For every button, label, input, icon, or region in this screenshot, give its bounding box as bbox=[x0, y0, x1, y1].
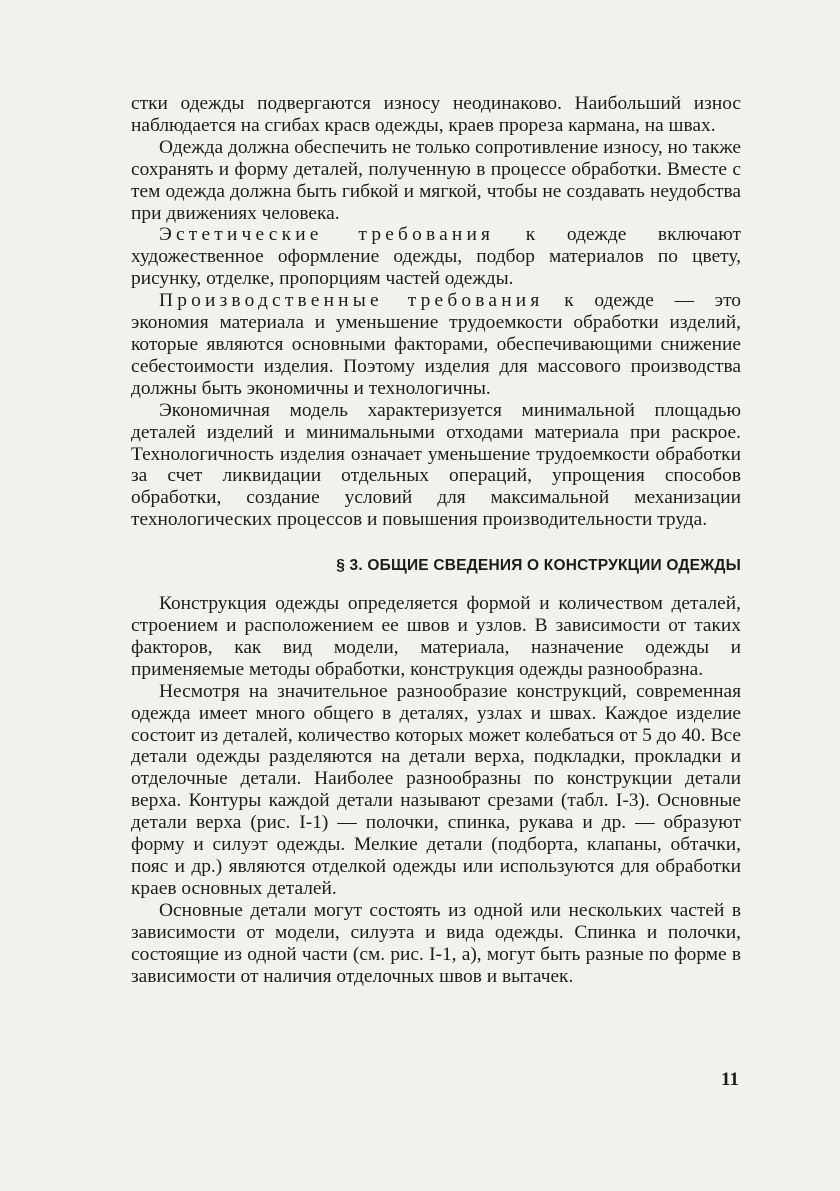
paragraph-durability: Одежда должна обеспечить не только сопротивление износу, но также сохранять и форму деталей, полученную в процессе обработки. Вместе с тем одежда должна быть гибкой и мягкой, чтобы не создавать неудобства при движениях человека. bbox=[131, 136, 741, 224]
paragraph-construction: Конструкция одежды определяется формой и количеством деталей, строением и расположением ее швов и узлов. В зависимости от таких факторов, как вид модели, материала, назначение одежды и применяемые методы обработки, конструкция одежды разнообразна. bbox=[131, 593, 741, 680]
paragraph-main-details: Основные детали могут состоять из одной или нескольких частей в зависимости от модели, силуэта и вида одежды. Спинка и полочки, состоящие из одной части (см. рис. I-1, а), могут быть разные по форме в зависимости от наличия отделочных швов и вытачек. bbox=[131, 899, 741, 987]
paragraph-details: Несмотря на значительное разнообразие конструкций, современная одежда имеет много общего в деталях, узлах и швах. Каждое изделие состоит из деталей, количество которых может колебаться от 5 до 40. Все детали одежды разделяются на детали верха, подкладки, прокладки и отделочные детали. Наиболее разнообразны по конструкции детали верха. Контуры каждой детали называют срезами (табл. I-3). Основные детали верха (рис. I-1) — полочки, спинка, рукава и др. — образуют форму и силуэт одежды. Мелкие детали (подборта, клапаны, обтачки, пояс и др.) являются отделкой одежды или используются для обработки краев основных деталей. bbox=[131, 680, 741, 899]
term-aesthetic: Эстетические требования bbox=[159, 224, 495, 246]
paragraph-production bbox=[131, 290, 741, 400]
paragraph-aesthetic-text: к одежде включают художественное оформление одежды, подбор материалов по цвету, рисунку, отделке, пропорциям частей одежды. bbox=[131, 224, 741, 290]
term-production: Производственные требования bbox=[159, 290, 544, 312]
page-body bbox=[131, 93, 741, 987]
paragraph-production-text: к одежде — это экономия материала и уменьшение трудоемкости обработки изделий, которые являются основными факторами, обеспечивающими снижение себестоимости изделия. Поэтому изделия для массового производства должны быть экономичны и технологичны. bbox=[131, 290, 742, 399]
paragraph-economy: Экономичная модель характеризуется минимальной площадью деталей изделий и минимальными отходами материала при раскрое. Технологичность изделия означает уменьшение трудоемкости обработки за счет ликвидации отдельных операций, упрощения способов обработки, создание условий для максимальной механизации технологических процессов и повышения производительности труда. bbox=[131, 399, 741, 531]
paragraph-aesthetic bbox=[131, 224, 741, 290]
paragraph-wear: стки одежды подвергаются износу неодинаково. Наибольший износ наблюдается на сгибах красв одежды, краев прореза кармана, на швах. bbox=[131, 93, 741, 136]
section-heading: § 3. ОБЩИЕ СВЕДЕНИЯ О КОНСТРУКЦИИ ОДЕЖДЫ bbox=[336, 557, 741, 575]
page-number: 11 bbox=[721, 1069, 739, 1090]
